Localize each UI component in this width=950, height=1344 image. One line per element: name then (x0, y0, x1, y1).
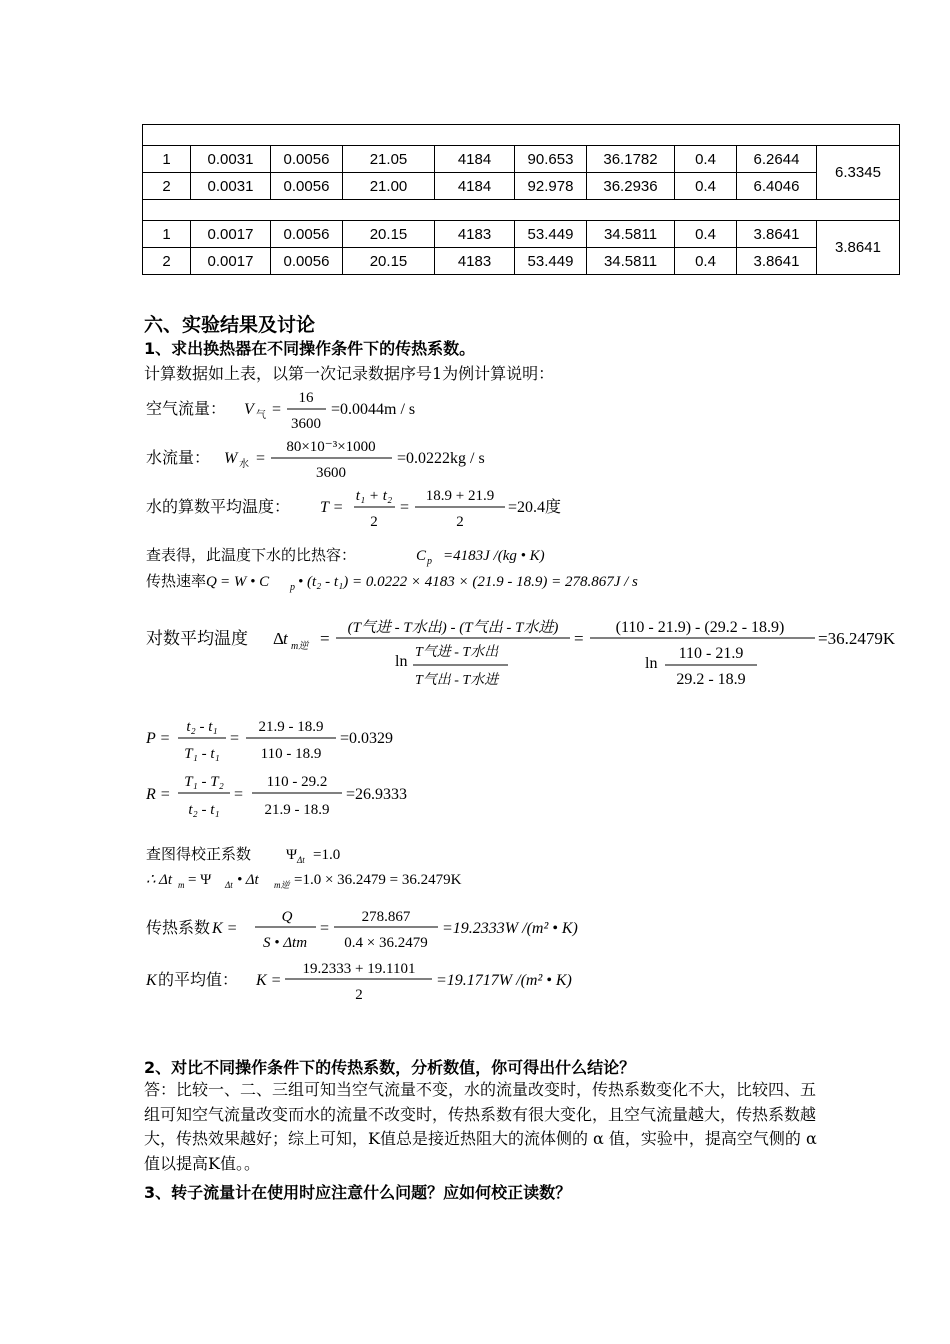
avgtemp-den1: 2 (370, 514, 378, 530)
p-sym-den: T₁ - t₁ (184, 746, 220, 762)
kavg-den: 2 (355, 987, 363, 1003)
table-cell: 6.2644 (737, 146, 817, 173)
r-eq: = (234, 786, 244, 803)
table-cell: 34.5811 (587, 248, 675, 275)
rate-subscript: p (290, 582, 295, 593)
table-cell: 0.0056 (271, 146, 343, 173)
air-num: 16 (298, 390, 314, 406)
avgtemp-eq: = (400, 499, 410, 516)
k-label: 传热系数 (146, 920, 211, 937)
p-symbol: P = (146, 730, 171, 747)
question-1: 1、求出换热器在不同操作条件下的传热系数。 (144, 339, 476, 358)
lmtd-eq1: = (320, 629, 330, 648)
table-cell: 53.449 (515, 248, 587, 275)
cp-symbol: C (416, 548, 427, 564)
cp-subscript: p (427, 556, 432, 567)
lmtd-delta: Δ (273, 629, 284, 648)
avgtemp-num1: t₁ + t₂ (355, 488, 393, 504)
kavg-symbol: K = (256, 972, 282, 989)
lmtd-num-sym: (T气进 - T水出) - (T气出 - T水进) (347, 620, 559, 636)
lmtd-label: 对数平均温度 (146, 629, 248, 648)
table-cell: 3.8641 (737, 221, 817, 248)
table-cell: 0.0056 (271, 173, 343, 200)
avgtemp-den2: 2 (456, 514, 464, 530)
r-result: =26.9333 (346, 786, 408, 803)
lmtd-eq2: = (574, 629, 584, 648)
lmtd-t: t (283, 629, 288, 648)
table-cell: 0.0031 (191, 146, 271, 173)
p-result: =0.0329 (340, 730, 394, 747)
water-label: 水流量： (146, 450, 211, 467)
lmtd-result: =36.2479K (818, 629, 896, 648)
table-cell: 0.0031 (191, 173, 271, 200)
table-cell: 3.8641 (737, 248, 817, 275)
table-cell: 1 (143, 146, 191, 173)
avgtemp-label: 水的算数平均温度： (146, 499, 291, 516)
table-cell: 0.0017 (191, 221, 271, 248)
lmtd-top-sym: T气进 - T水出 (415, 645, 499, 660)
dtm-prefix: ∴ Δt (146, 872, 172, 888)
lmtd-bot-sym: T气出 - T水进 (415, 673, 499, 688)
table-cell: 53.449 (515, 221, 587, 248)
air-symbol: V (244, 401, 254, 418)
p-num: 21.9 - 18.9 (258, 719, 324, 735)
water-subscript: 水 (239, 459, 249, 470)
lmtd-val-bot: 29.2 - 18.9 (676, 671, 746, 688)
table-cell: 2 (143, 173, 191, 200)
rate-symbol: Q (206, 574, 217, 590)
table-cell: 0.4 (675, 248, 737, 275)
rate-expr2: • (t₂ - t₁) = 0.0222 × 4183 × (21.9 - 18.9) = 278.867J / s (298, 574, 638, 590)
water-den: 3600 (316, 465, 346, 481)
table-cell: 34.5811 (587, 221, 675, 248)
air-label: 空气流量： (146, 401, 227, 418)
water-result: =0.0222kg / s (397, 450, 485, 467)
lmtd-val-top: 110 - 21.9 (678, 645, 744, 662)
table-cell: 0.0017 (191, 248, 271, 275)
k-result: =19.2333W /(m² • K) (442, 920, 578, 937)
kavg-k: K (146, 972, 157, 989)
k-symbol: K = (212, 920, 238, 937)
table-cell: 4183 (435, 221, 515, 248)
table-cell: 90.653 (515, 146, 587, 173)
table-cell: 21.00 (343, 173, 435, 200)
air-eq: = (272, 401, 282, 418)
dtm-sub2: Δt (225, 880, 233, 890)
kavg-result: =19.1717W /(m² • K) (436, 972, 572, 989)
table-cell: 0.4 (675, 221, 737, 248)
table-cell: 0.4 (675, 146, 737, 173)
k-sym-num: Q (281, 909, 293, 925)
table-cell: 20.15 (343, 221, 435, 248)
lmtd-ln1: ln (395, 653, 408, 670)
dtm-eq: = Ψ (188, 872, 212, 888)
r-sym-num: T₁ - T₂ (184, 774, 224, 790)
kavg-num: 19.2333 + 19.1101 (302, 961, 416, 977)
r-symbol: R = (146, 786, 171, 803)
k-eq: = (320, 920, 330, 937)
table-cell: 2 (143, 248, 191, 275)
table-cell: 36.1782 (587, 146, 675, 173)
avgtemp-result: =20.4度 (508, 499, 562, 516)
question-2: 2、对比不同操作条件下的传热系数，分析数值，你可得出什么结论？ (144, 1058, 636, 1077)
r-num: 110 - 29.2 (266, 774, 328, 790)
air-den: 3600 (291, 416, 321, 432)
k-den: 0.4 × 36.2479 (344, 935, 428, 951)
avgtemp-num2: 18.9 + 21.9 (425, 488, 495, 504)
dtm-sub3: m逆 (274, 880, 290, 890)
air-subscript: 气 (256, 410, 266, 421)
table-cell: 4183 (435, 248, 515, 275)
table-average-cell: 6.3345 (817, 146, 900, 200)
table-cell: 6.4046 (737, 173, 817, 200)
table-cell: 0.0056 (271, 221, 343, 248)
lmtd-num-val: (110 - 21.9) - (29.2 - 18.9) (615, 619, 785, 636)
avgtemp-symbol: T = (320, 499, 344, 516)
p-eq: = (230, 730, 240, 747)
dtm-text: =1.0 × 36.2479 = 36.2479K (294, 872, 462, 888)
psi-value: =1.0 (313, 847, 341, 863)
rate-expr: = W • C (220, 574, 270, 590)
lmtd-ln2: ln (645, 655, 658, 672)
k-num: 278.867 (361, 909, 411, 925)
table-cell: 0.0056 (271, 248, 343, 275)
p-den: 110 - 18.9 (260, 746, 322, 762)
table-cell: 36.2936 (587, 173, 675, 200)
cp-text: 查表得，此温度下水的比热容： (146, 548, 357, 564)
water-eq: = (256, 450, 266, 467)
rate-text: 传热速率 (146, 574, 207, 590)
table-average-cell: 3.8641 (817, 221, 900, 275)
table-cell: 0.4 (675, 173, 737, 200)
lmtd-sub: m逆 (291, 641, 309, 652)
air-result: =0.0044m / s (331, 401, 416, 418)
table-cell: 4184 (435, 146, 515, 173)
table-cell: 1 (143, 221, 191, 248)
psi-symbol: Ψ (286, 847, 298, 863)
dtm-mid: • Δt (237, 872, 259, 888)
water-num: 80×10⁻³×1000 (286, 439, 376, 455)
r-sym-den: t₂ - t₁ (188, 802, 220, 818)
table-cell: 20.15 (343, 248, 435, 275)
dtm-sub: m (178, 880, 185, 890)
question-3: 3、转子流量计在使用时应注意什么问题？应如何校正读数？ (144, 1183, 572, 1202)
answer-2: 答：比较一、二、三组可知当空气流量不变，水的流量改变时，传热系数变化不大，比较四、五组可知空气流量改变而水的流量不改变时，传热系数有很大变化，且空气流量越大，传热系数越大，传热效果越好；综上可知，K值总是接近热阻大的流体侧的 α 值，实验中，提高空气侧的 α 值以提高K值。。 (144, 1080, 817, 1173)
psi-sub: Δt (297, 855, 305, 865)
cp-value: =4183J /(kg • K) (443, 548, 545, 564)
section-title: 六、实验结果及讨论 (144, 314, 316, 336)
table-cell: 92.978 (515, 173, 587, 200)
table-cell: 21.05 (343, 146, 435, 173)
intro-text: 计算数据如上表，以第一次记录数据序号1为例计算说明： (144, 364, 555, 383)
table-cell: 4184 (435, 173, 515, 200)
water-symbol: W (224, 450, 238, 467)
k-sym-den: S • Δtm (262, 935, 308, 951)
p-sym-num: t₂ - t₁ (186, 719, 218, 735)
kavg-label: 的平均值： (158, 972, 239, 989)
r-den: 21.9 - 18.9 (264, 802, 330, 818)
psi-text: 查图得校正系数 (146, 847, 252, 863)
